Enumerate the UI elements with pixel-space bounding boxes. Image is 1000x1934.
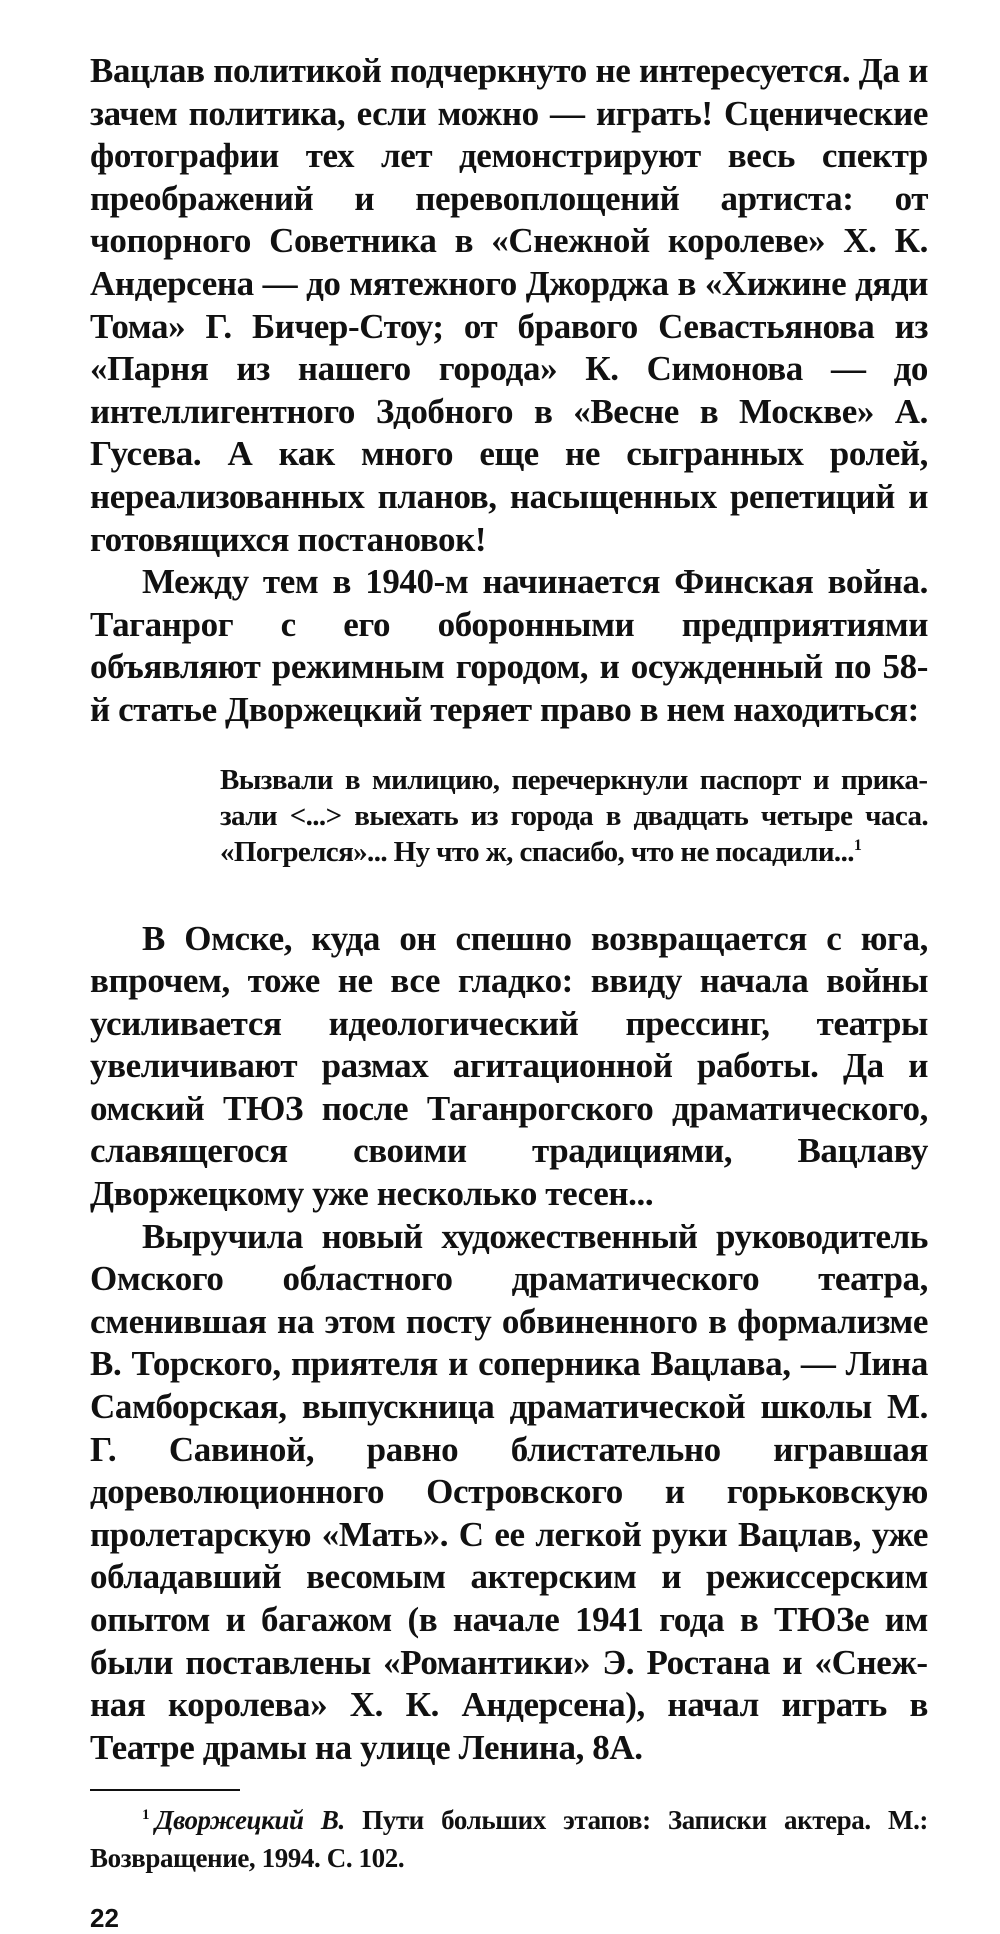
footnote-divider [90, 1789, 240, 1791]
paragraph-4: Выручила новый художественный руководитель Омского областного драматического театра, сменившая на этом посту обвиненного в формализме В. Торского, приятеля и соперника Вацлава, — Лина Самборская, выпускница драматической школы М. Г. Савиной, равно блистательно игравшая дореволюционного Островского и горьковскую пролетарскую «Мать». С ее легкой руки Вацлав, уже обладавший весомым актерским и режиссерским опытом и багажом (в начале 1941 года в ТЮЗе им были поставлены «Романтики» Э. Ростана и «Снежная королева» Х. К. Андерсена), начал играть в Театре драмы на улице Ленина, 8А. [90, 1216, 928, 1767]
paragraph-2: Между тем в 1940-м начинается Финская война. Таганрог с его оборонными предприятиями объявляют режимным городом, и осужденный по 58-й статье Дворжецкий теряет право в нем находиться: [90, 562, 928, 729]
paragraph-1: Вацлав политикой подчеркнуто не интересуется. Да и зачем политика, если можно — играть! Сценические фотографии тех лет демонстрируют весь спектр преображений и перевоплощений артиста: от чопорного Советника в «Снежной королеве» Х. К. Андерсена — до мятежного Джорджа в «Хижине дяди Тома» Г. Бичер-Стоу; от бравого Севастьянова из «Парня из нашего города» К. Симонова — до интеллигентного Здобного в «Весне в Москве» А. Гусева. А как много еще не сыгранных ролей, нереализованных планов, насыщенных репетиций и готовящихся постановок! [90, 51, 928, 559]
paragraph-3: В Омске, куда он спешно возвращается с юга, впрочем, тоже не все гладко: ввиду начала войны усиливается идеологический прессинг, театры увеличивают размах агитационной работы. Да и омский ТЮЗ после Таганрогского драматического, славящегося своими традициями, Вацлаву Дворжецкому уже несколько тесен... [90, 918, 928, 1214]
block-quote [220, 762, 928, 870]
book-page [90, 50, 928, 1934]
quote-footnote-ref: 1 [853, 836, 862, 854]
footnote-marker: 1 [142, 1807, 150, 1824]
footnote-author: Дворжецкий В. [155, 1805, 345, 1836]
footnote-text: Пути больших этапов: Записки актера. М.: Возвращение, 1994. С. 102. [90, 1805, 929, 1874]
footnote [90, 1801, 928, 1877]
page-number: 22 [90, 1903, 119, 1934]
quote-text: Вызвали в милицию, перечеркнули паспорт и приказали <...> выехать из города в двадцать четыре часа. «Погрелся»... Ну что ж, спасибо, что не посадили... [220, 763, 928, 868]
